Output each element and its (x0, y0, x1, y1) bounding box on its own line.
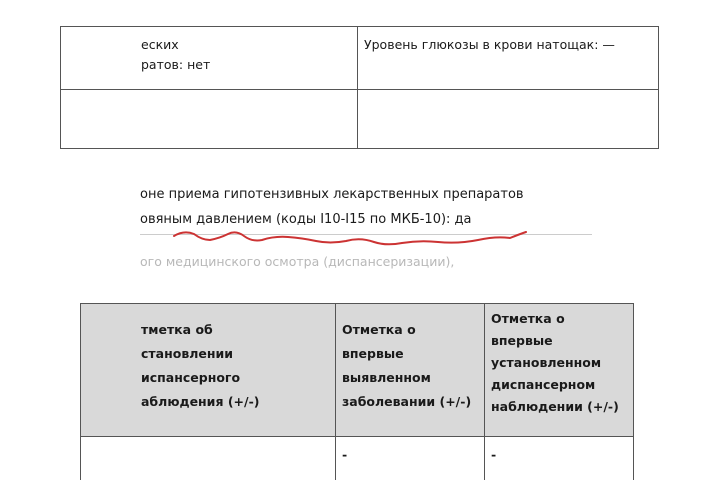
spellcheck-underline-path (174, 232, 526, 244)
cell-text: Уровень глюкозы в крови натощак: — (364, 37, 615, 52)
header-line: установленном (491, 355, 602, 370)
table-cell[interactable]: - (485, 437, 634, 480)
table-row (61, 90, 659, 149)
glucose-level-cell[interactable] (358, 27, 659, 90)
bottom-table (80, 303, 634, 480)
header-first-detected-disease[interactable] (336, 304, 485, 437)
header-line: Отметка о (491, 311, 565, 326)
table-row (61, 27, 659, 90)
table-cell[interactable] (358, 90, 659, 149)
table-cell[interactable]: - (336, 437, 485, 480)
table-header-row (81, 304, 634, 437)
body-paragraph[interactable] (140, 182, 524, 232)
cell-text-line: еских (141, 37, 179, 52)
header-line: впервые (491, 333, 553, 348)
spellcheck-underline-icon (170, 226, 530, 250)
cell-text-line: ратов: нет (141, 57, 211, 72)
table-row (81, 437, 634, 480)
header-line: становлении (141, 346, 234, 361)
header-line: аблюдения (+/-) (141, 394, 260, 409)
paragraph-line: оне приема гипотензивных лекарственных препаратов (140, 187, 524, 202)
table-cell[interactable] (61, 27, 358, 90)
header-line: испансерного (141, 370, 241, 385)
header-line: заболевании (+/-) (342, 394, 472, 409)
header-line: диспансерном (491, 377, 596, 392)
top-table (60, 26, 659, 149)
header-line: тметка об (141, 322, 213, 337)
table-cell[interactable] (81, 437, 336, 480)
header-line: Отметка о (342, 322, 416, 337)
table-cell[interactable] (61, 90, 358, 149)
faded-text: ого медицинского осмотра (диспансеризации), (140, 254, 455, 269)
header-dispensary-established[interactable] (81, 304, 336, 437)
header-first-established-dispensary[interactable] (485, 304, 634, 437)
paragraph-line: овяным давлением (коды I10-I15 по МКБ-10): да (140, 212, 472, 227)
header-line: впервые (342, 346, 404, 361)
header-line: выявленном (342, 370, 431, 385)
header-line: наблюдении (+/-) (491, 399, 619, 414)
